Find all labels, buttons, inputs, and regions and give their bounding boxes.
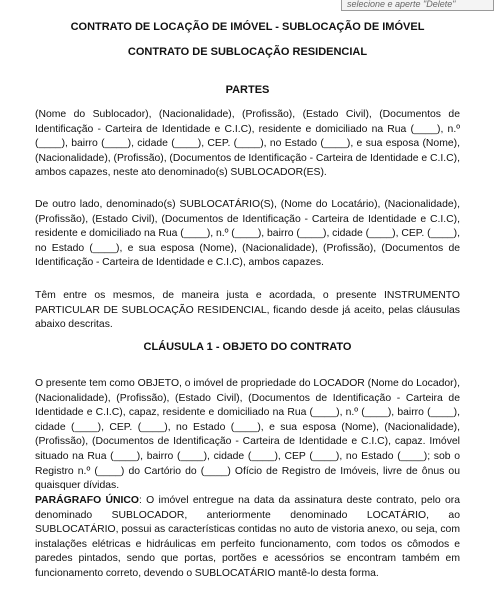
object-paragraph: O presente tem como OBJETO, o imóvel de propriedade do LOCADOR (Nome do Locador), (Nacionalidade), (Profissão), (Estado Civil), (Documentos de Identificação - Carteira de Identidade e C.I.C), capaz, residente e domiciliado na Rua (____), n.º (____), bairro (____), cidade (____), CEP. (____), no Estado (____), e sua esposa (Nome), (Nacionalidade), (Profissão), (Documentos de Identificação - Carteira de Identidade e C.I.C), capaz. Imóvel situado na Rua (____), bairro (____), cidade (____), CEP (____), no Estado (____); sob o Registro n.º (____) do Cartório do (____) Ofício de Registro de Imóveis, livre de ônus ou quaisquer dívidas. xyxy=(35,378,460,492)
delete-hint-box: selecione e aperte "Delete" xyxy=(341,0,494,11)
clause-1-heading: CLÁUSULA 1 - OBJETO DO CONTRATO xyxy=(143,341,352,353)
subtitle: CONTRATO DE SUBLOCAÇÃO RESIDENCIAL xyxy=(127,46,368,58)
intro-paragraph: Têm entre os mesmos, de maneira justa e acordada, o presente INSTRUMENTO PARTICULAR DE SUBLOCAÇÃO RESIDENCIAL, ficando desde já aceito, pelas cláusulas abaixo descritas. xyxy=(35,290,460,331)
paragrafo-unico-text: : O imóvel entregue na data da assinatura deste contrato, pelo ora denominado SUBLOCADOR, anteriormente denominado LOCATÁRIO, ao SUBLOCATÁRIO, possui as características contidas no auto de vistoria anexo, ou seja, com instalações elétricas e hidráulicas em perfeito funcionamento, com todos os cômodos e paredes pintados, sendo que portas, portões e acessórios se encontram também em funcionamento correto, devendo o SUBLOCATÁRIO mantê-lo desta forma. xyxy=(35,495,460,579)
paragrafo-unico-label: PARÁGRAFO ÚNICO xyxy=(35,495,139,506)
paragrafo-unico xyxy=(35,494,460,582)
parties-heading: PARTES xyxy=(225,84,270,96)
sublocatario-paragraph: De outro lado, denominado(s) SUBLOCATÁRIO(S), (Nome do Locatário), (Nacionalidade), (Profissão), (Estado Civil), (Documentos de Identificação - Carteira de Identidade e C.I.C), residente e domiciliado na Rua (____), n.º (____), bairro (____), cidade (____), CEP. (____), no Estado (____), e sua esposa (Nome), (Nacionalidade), (Profissão), (Documentos de Identificação - Carteira de Identidade e C.I.C), ambos capazes. xyxy=(35,199,460,269)
main-title: CONTRATO DE LOCAÇÃO DE IMÓVEL - SUBLOCAÇÃO DE IMÓVEL xyxy=(70,21,425,33)
sublocador-paragraph: (Nome do Sublocador), (Nacionalidade), (Profissão), (Estado Civil), (Documentos de Identificação - Carteira de Identidade e C.I.C), residente e domiciliado na Rua (____), n.º (____), bairro (____), cidade (____), CEP. (____), no Estado (____), e sua esposa (Nome), (Nacionalidade), (Profissão), (Documentos de Identificação - Carteira de Identidade e C.I.C), ambos capazes, neste ato denominado(s) SUBLOCADOR(ES). xyxy=(35,109,460,179)
